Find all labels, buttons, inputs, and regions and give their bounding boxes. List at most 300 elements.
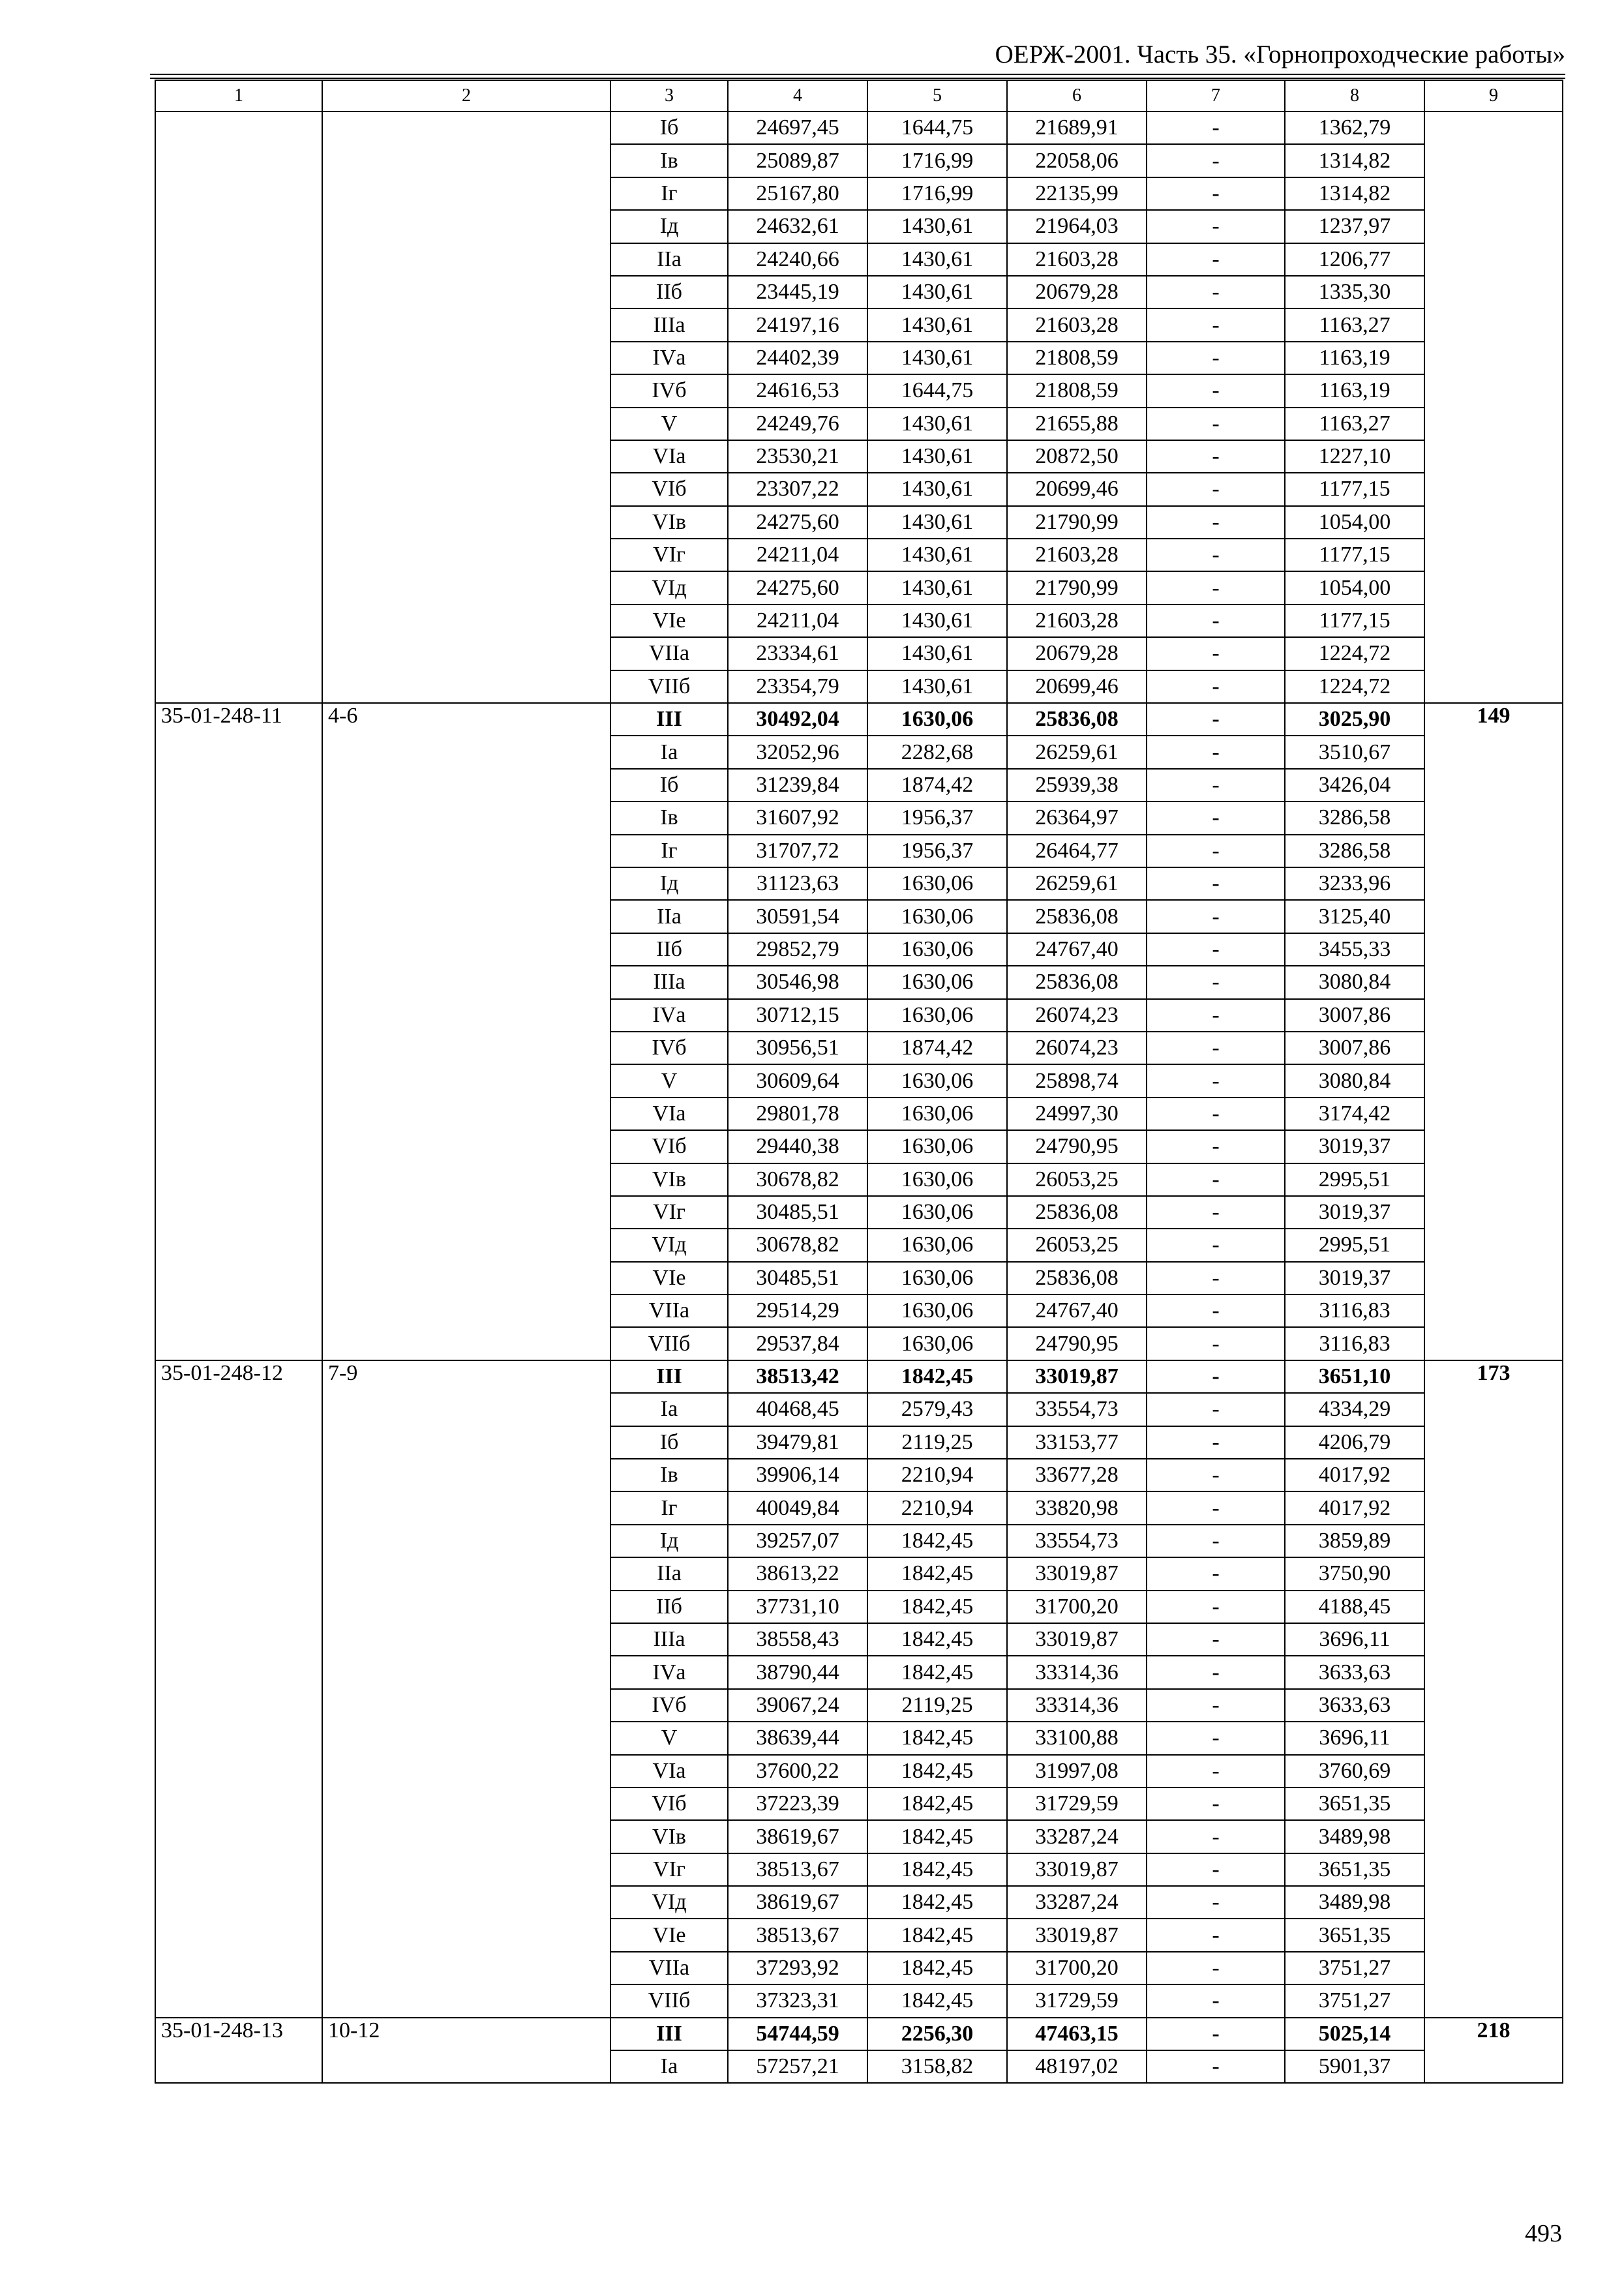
page-number: 493 [1525, 2220, 1562, 2247]
labor-cell: 3750,90 [1285, 1557, 1424, 1590]
condition-cell: IIб [610, 1591, 728, 1623]
continued-range-cell [322, 112, 610, 703]
machines-cell: 22135,99 [1007, 177, 1147, 210]
materials-cell: - [1147, 408, 1285, 440]
machines-cell: 21790,99 [1007, 506, 1147, 539]
labor-cell: 4334,29 [1285, 1393, 1424, 1426]
wages-cell: 1956,37 [867, 835, 1007, 867]
labor-cell: 1362,79 [1285, 112, 1424, 144]
materials-cell: - [1147, 308, 1285, 341]
total-cost-cell: 39257,07 [728, 1525, 867, 1557]
condition-cell: VIд [610, 1886, 728, 1919]
wages-cell: 1630,06 [867, 1229, 1007, 1261]
condition-cell: IIа [610, 900, 728, 933]
wages-cell: 1842,45 [867, 1722, 1007, 1754]
wages-cell: 2210,94 [867, 1459, 1007, 1491]
continued-code-cell [155, 112, 322, 703]
labor-cell: 3633,63 [1285, 1689, 1424, 1722]
condition-cell: Iд [610, 210, 728, 243]
labor-cell: 1314,82 [1285, 177, 1424, 210]
total-cost-cell: 31123,63 [728, 867, 867, 900]
condition-cell: VIе [610, 605, 728, 637]
condition-cell: IIIа [610, 308, 728, 341]
wages-cell: 1430,61 [867, 539, 1007, 571]
materials-cell: - [1147, 2050, 1285, 2083]
total-cost-cell: 24697,45 [728, 112, 867, 144]
condition-cell: IIб [610, 276, 728, 308]
wages-cell: 1430,61 [867, 473, 1007, 505]
column-number: 7 [1147, 80, 1285, 112]
labor-cell: 3080,84 [1285, 1064, 1424, 1097]
column-number: 9 [1424, 80, 1563, 112]
machines-cell: 24790,95 [1007, 1130, 1147, 1163]
total-cost-cell: 30485,51 [728, 1196, 867, 1229]
materials-cell: - [1147, 210, 1285, 243]
total-cost-cell: 30609,64 [728, 1064, 867, 1097]
column-number: 8 [1285, 80, 1424, 112]
labor-cell: 3489,98 [1285, 1820, 1424, 1853]
total-cost-cell: 30678,82 [728, 1229, 867, 1261]
machines-cell: 26053,25 [1007, 1229, 1147, 1261]
materials-cell: - [1147, 342, 1285, 374]
wages-cell: 1630,06 [867, 1196, 1007, 1229]
condition-cell: VIIб [610, 1984, 728, 2017]
materials-cell: - [1147, 1393, 1285, 1426]
labor-cell: 1177,15 [1285, 473, 1424, 505]
machines-cell: 21603,28 [1007, 243, 1147, 276]
materials-cell: - [1147, 1229, 1285, 1261]
column-number-row [155, 80, 1563, 112]
materials-cell: - [1147, 473, 1285, 505]
materials-cell: - [1147, 506, 1285, 539]
condition-cell: Iг [610, 1491, 728, 1524]
condition-cell: IVб [610, 1032, 728, 1064]
machines-cell: 33677,28 [1007, 1459, 1147, 1491]
labor-cell: 1054,00 [1285, 571, 1424, 604]
wages-cell: 1842,45 [867, 1919, 1007, 1951]
rate-code-cell: 35-01-248-11 [155, 703, 322, 1360]
total-cost-cell: 29801,78 [728, 1098, 867, 1130]
wages-cell: 1842,45 [867, 1886, 1007, 1919]
condition-cell: VIв [610, 1820, 728, 1853]
column-number: 3 [610, 80, 728, 112]
materials-cell: - [1147, 1984, 1285, 2017]
wages-cell: 1430,61 [867, 276, 1007, 308]
labor-cell: 1163,27 [1285, 408, 1424, 440]
total-cost-cell: 29514,29 [728, 1294, 867, 1327]
labor-cell: 3760,69 [1285, 1755, 1424, 1788]
group-first-row [155, 703, 1563, 736]
total-cost-cell: 25089,87 [728, 144, 867, 177]
condition-cell: IVа [610, 999, 728, 1032]
total-cost-cell: 24275,60 [728, 506, 867, 539]
materials-cell: - [1147, 900, 1285, 933]
machines-cell: 48197,02 [1007, 2050, 1147, 2083]
machines-cell: 21655,88 [1007, 408, 1147, 440]
condition-cell: VIа [610, 1755, 728, 1788]
machines-cell: 25836,08 [1007, 1196, 1147, 1229]
machines-cell: 25898,74 [1007, 1064, 1147, 1097]
condition-cell: Iа [610, 736, 728, 768]
total-cost-cell: 30485,51 [728, 1262, 867, 1294]
condition-cell: VIв [610, 506, 728, 539]
total-cost-cell: 38619,67 [728, 1886, 867, 1919]
machines-cell: 31700,20 [1007, 1591, 1147, 1623]
condition-cell: VIа [610, 440, 728, 473]
condition-cell: IVа [610, 342, 728, 374]
machines-cell: 24767,40 [1007, 1294, 1147, 1327]
labor-cell: 3859,89 [1285, 1525, 1424, 1557]
materials-cell: - [1147, 1952, 1285, 1984]
machines-cell: 25836,08 [1007, 900, 1147, 933]
total-cost-cell: 30591,54 [728, 900, 867, 933]
group-first-row [155, 1360, 1563, 1393]
wages-cell: 1430,61 [867, 506, 1007, 539]
wages-cell: 1874,42 [867, 769, 1007, 801]
total-cost-cell: 24275,60 [728, 571, 867, 604]
total-cost-cell: 29440,38 [728, 1130, 867, 1163]
condition-cell: VIд [610, 1229, 728, 1261]
condition-cell: Iг [610, 835, 728, 867]
total-cost-cell: 40049,84 [728, 1491, 867, 1524]
total-cost-cell: 23530,21 [728, 440, 867, 473]
materials-cell: - [1147, 999, 1285, 1032]
rate-code-cell: 35-01-248-12 [155, 1360, 322, 2018]
total-cost-cell: 38790,44 [728, 1656, 867, 1688]
labor-cell: 3019,37 [1285, 1196, 1424, 1229]
labor-cell: 4206,79 [1285, 1426, 1424, 1459]
materials-cell: - [1147, 1163, 1285, 1196]
materials-cell: - [1147, 1820, 1285, 1853]
materials-cell: - [1147, 1886, 1285, 1919]
total-cost-cell: 39067,24 [728, 1689, 867, 1722]
machines-cell: 31700,20 [1007, 1952, 1147, 1984]
materials-cell: - [1147, 1689, 1285, 1722]
total-cost-cell: 30492,04 [728, 703, 867, 736]
machines-cell: 26259,61 [1007, 736, 1147, 768]
materials-cell: - [1147, 1591, 1285, 1623]
materials-cell: - [1147, 177, 1285, 210]
materials-cell: - [1147, 637, 1285, 670]
total-cost-cell: 23354,79 [728, 670, 867, 703]
wages-cell: 1874,42 [867, 1032, 1007, 1064]
wages-cell: 1430,61 [867, 670, 1007, 703]
condition-cell: VIIб [610, 1327, 728, 1360]
materials-cell: - [1147, 1064, 1285, 1097]
wages-cell: 1630,06 [867, 1294, 1007, 1327]
wages-cell: 1430,61 [867, 440, 1007, 473]
running-header: ОЕРЖ-2001. Часть 35. «Горнопроходческие работы» [995, 40, 1565, 68]
machines-cell: 33100,88 [1007, 1722, 1147, 1754]
labor-cell: 3426,04 [1285, 769, 1424, 801]
labor-cell: 1163,19 [1285, 374, 1424, 407]
condition-cell: IVб [610, 1689, 728, 1722]
labor-cell: 5025,14 [1285, 2018, 1424, 2050]
wages-cell: 3158,82 [867, 2050, 1007, 2083]
condition-cell: IIа [610, 1557, 728, 1590]
materials-cell: - [1147, 1262, 1285, 1294]
total-cost-cell: 37323,31 [728, 1984, 867, 2017]
machines-cell: 33019,87 [1007, 1853, 1147, 1886]
column-number: 5 [867, 80, 1007, 112]
machines-cell: 21790,99 [1007, 571, 1147, 604]
machines-cell: 21689,91 [1007, 112, 1147, 144]
labor-cell: 3633,63 [1285, 1656, 1424, 1688]
total-cost-cell: 40468,45 [728, 1393, 867, 1426]
machines-cell: 24997,30 [1007, 1098, 1147, 1130]
materials-cell: - [1147, 1623, 1285, 1656]
wages-cell: 1630,06 [867, 1098, 1007, 1130]
condition-cell: VIб [610, 1788, 728, 1820]
wages-cell: 2210,94 [867, 1491, 1007, 1524]
total-cost-cell: 24240,66 [728, 243, 867, 276]
machines-cell: 33019,87 [1007, 1360, 1147, 1393]
condition-cell: V [610, 408, 728, 440]
machines-cell: 33153,77 [1007, 1426, 1147, 1459]
machines-cell: 21603,28 [1007, 308, 1147, 341]
machines-cell: 33019,87 [1007, 1623, 1147, 1656]
machines-cell: 33314,36 [1007, 1656, 1147, 1688]
labor-cell: 3025,90 [1285, 703, 1424, 736]
labor-cell: 3751,27 [1285, 1984, 1424, 2017]
machines-cell: 20872,50 [1007, 440, 1147, 473]
labor-cell: 1227,10 [1285, 440, 1424, 473]
labor-cell: 3286,58 [1285, 835, 1424, 867]
rate-code-cell: 35-01-248-13 [155, 2018, 322, 2084]
machines-cell: 33314,36 [1007, 1689, 1147, 1722]
condition-cell: V [610, 1722, 728, 1754]
materials-cell: - [1147, 605, 1285, 637]
machines-cell: 47463,15 [1007, 2018, 1147, 2050]
total-cost-cell: 39479,81 [728, 1426, 867, 1459]
machines-cell: 20679,28 [1007, 276, 1147, 308]
materials-cell: - [1147, 1130, 1285, 1163]
machines-cell: 26464,77 [1007, 835, 1147, 867]
machines-cell: 20679,28 [1007, 637, 1147, 670]
materials-cell: - [1147, 1788, 1285, 1820]
condition-cell: III [610, 703, 728, 736]
total-cost-cell: 32052,96 [728, 736, 867, 768]
materials-cell: - [1147, 933, 1285, 966]
condition-cell: IIIа [610, 1623, 728, 1656]
wages-cell: 1630,06 [867, 1262, 1007, 1294]
materials-cell: - [1147, 1360, 1285, 1393]
header-rule-second [150, 78, 1565, 79]
condition-cell: VIе [610, 1262, 728, 1294]
labor-cell: 1054,00 [1285, 506, 1424, 539]
wages-cell: 1630,06 [867, 703, 1007, 736]
materials-cell: - [1147, 801, 1285, 834]
condition-cell: Iв [610, 1459, 728, 1491]
machines-cell: 31729,59 [1007, 1788, 1147, 1820]
machines-cell: 31729,59 [1007, 1984, 1147, 2017]
wages-cell: 1630,06 [867, 933, 1007, 966]
materials-cell: - [1147, 703, 1285, 736]
materials-cell: - [1147, 736, 1285, 768]
machines-cell: 25836,08 [1007, 1262, 1147, 1294]
wages-cell: 1630,06 [867, 1327, 1007, 1360]
machines-cell: 26074,23 [1007, 999, 1147, 1032]
col9-cell: 218 [1424, 2018, 1563, 2084]
wages-cell: 1956,37 [867, 801, 1007, 834]
labor-cell: 3489,98 [1285, 1886, 1424, 1919]
materials-cell: - [1147, 571, 1285, 604]
labor-cell: 1314,82 [1285, 144, 1424, 177]
materials-cell: - [1147, 1525, 1285, 1557]
machines-cell: 26364,97 [1007, 801, 1147, 834]
labor-cell: 1177,15 [1285, 539, 1424, 571]
machines-cell: 33287,24 [1007, 1886, 1147, 1919]
machines-cell: 26259,61 [1007, 867, 1147, 900]
condition-cell: VIг [610, 1196, 728, 1229]
wages-cell: 2119,25 [867, 1689, 1007, 1722]
total-cost-cell: 38558,43 [728, 1623, 867, 1656]
total-cost-cell: 23307,22 [728, 473, 867, 505]
condition-cell: IIб [610, 933, 728, 966]
condition-cell: Iа [610, 1393, 728, 1426]
labor-cell: 3651,35 [1285, 1919, 1424, 1951]
column-number: 2 [322, 80, 610, 112]
condition-cell: Iа [610, 2050, 728, 2083]
materials-cell: - [1147, 1196, 1285, 1229]
materials-cell: - [1147, 769, 1285, 801]
total-cost-cell: 38513,67 [728, 1919, 867, 1951]
total-cost-cell: 30546,98 [728, 966, 867, 998]
labor-cell: 1177,15 [1285, 605, 1424, 637]
total-cost-cell: 24197,16 [728, 308, 867, 341]
condition-cell: Iб [610, 769, 728, 801]
total-cost-cell: 25167,80 [728, 177, 867, 210]
machines-cell: 26053,25 [1007, 1163, 1147, 1196]
wages-cell: 1716,99 [867, 177, 1007, 210]
wages-cell: 1842,45 [867, 1755, 1007, 1788]
machines-cell: 25836,08 [1007, 703, 1147, 736]
condition-cell: VIв [610, 1163, 728, 1196]
condition-cell: IVа [610, 1656, 728, 1688]
condition-cell: Iб [610, 112, 728, 144]
range-cell: 7-9 [322, 1360, 610, 2018]
condition-cell: VIб [610, 1130, 728, 1163]
total-cost-cell: 23445,19 [728, 276, 867, 308]
total-cost-cell: 38513,67 [728, 1853, 867, 1886]
condition-cell: VIIа [610, 637, 728, 670]
total-cost-cell: 24616,53 [728, 374, 867, 407]
machines-cell: 33554,73 [1007, 1525, 1147, 1557]
machines-cell: 26074,23 [1007, 1032, 1147, 1064]
labor-cell: 3116,83 [1285, 1294, 1424, 1327]
labor-cell: 3174,42 [1285, 1098, 1424, 1130]
machines-cell: 24790,95 [1007, 1327, 1147, 1360]
wages-cell: 1630,06 [867, 966, 1007, 998]
table-body [155, 80, 1563, 2083]
materials-cell: - [1147, 374, 1285, 407]
wages-cell: 1430,61 [867, 308, 1007, 341]
labor-cell: 3286,58 [1285, 801, 1424, 834]
range-cell: 4-6 [322, 703, 610, 1360]
wages-cell: 1430,61 [867, 408, 1007, 440]
materials-cell: - [1147, 1032, 1285, 1064]
wages-cell: 1842,45 [867, 1360, 1007, 1393]
column-number: 1 [155, 80, 322, 112]
materials-cell: - [1147, 1656, 1285, 1688]
machines-cell: 25939,38 [1007, 769, 1147, 801]
materials-cell: - [1147, 243, 1285, 276]
group-first-row [155, 2018, 1563, 2050]
wages-cell: 1842,45 [867, 1591, 1007, 1623]
wages-cell: 1430,61 [867, 571, 1007, 604]
column-number: 6 [1007, 80, 1147, 112]
total-cost-cell: 29537,84 [728, 1327, 867, 1360]
machines-cell: 33019,87 [1007, 1919, 1147, 1951]
wages-cell: 1842,45 [867, 1788, 1007, 1820]
condition-cell: Iд [610, 1525, 728, 1557]
machines-cell: 31997,08 [1007, 1755, 1147, 1788]
wages-cell: 2119,25 [867, 1426, 1007, 1459]
machines-cell: 21964,03 [1007, 210, 1147, 243]
total-cost-cell: 37600,22 [728, 1755, 867, 1788]
machines-cell: 21603,28 [1007, 605, 1147, 637]
column-number: 4 [728, 80, 867, 112]
materials-cell: - [1147, 1557, 1285, 1590]
labor-cell: 1163,19 [1285, 342, 1424, 374]
condition-cell: Iд [610, 867, 728, 900]
continued-col9-cell [1424, 112, 1563, 703]
condition-cell: VIб [610, 473, 728, 505]
labor-cell: 3233,96 [1285, 867, 1424, 900]
total-cost-cell: 37293,92 [728, 1952, 867, 1984]
labor-cell: 3007,86 [1285, 1032, 1424, 1064]
labor-cell: 5901,37 [1285, 2050, 1424, 2083]
labor-cell: 3751,27 [1285, 1952, 1424, 1984]
labor-cell: 2995,51 [1285, 1163, 1424, 1196]
wages-cell: 1842,45 [867, 1623, 1007, 1656]
wages-cell: 1842,45 [867, 1952, 1007, 1984]
materials-cell: - [1147, 867, 1285, 900]
materials-cell: - [1147, 1853, 1285, 1886]
condition-cell: VIг [610, 1853, 728, 1886]
machines-cell: 33287,24 [1007, 1820, 1147, 1853]
total-cost-cell: 29852,79 [728, 933, 867, 966]
total-cost-cell: 24402,39 [728, 342, 867, 374]
total-cost-cell: 31607,92 [728, 801, 867, 834]
materials-cell: - [1147, 539, 1285, 571]
machines-cell: 24767,40 [1007, 933, 1147, 966]
materials-cell: - [1147, 835, 1285, 867]
total-cost-cell: 54744,59 [728, 2018, 867, 2050]
condition-cell: III [610, 1360, 728, 1393]
labor-cell: 3080,84 [1285, 966, 1424, 998]
wages-cell: 1842,45 [867, 1853, 1007, 1886]
wages-cell: 1630,06 [867, 999, 1007, 1032]
labor-cell: 1224,72 [1285, 637, 1424, 670]
machines-cell: 25836,08 [1007, 966, 1147, 998]
materials-cell: - [1147, 112, 1285, 144]
table-row [155, 112, 1563, 144]
materials-cell: - [1147, 144, 1285, 177]
total-cost-cell: 24211,04 [728, 539, 867, 571]
condition-cell: Iг [610, 177, 728, 210]
labor-cell: 3651,35 [1285, 1853, 1424, 1886]
condition-cell: III [610, 2018, 728, 2050]
condition-cell: Iб [610, 1426, 728, 1459]
wages-cell: 2282,68 [867, 736, 1007, 768]
total-cost-cell: 38613,22 [728, 1557, 867, 1590]
condition-cell: IVб [610, 374, 728, 407]
total-cost-cell: 24211,04 [728, 605, 867, 637]
materials-cell: - [1147, 1098, 1285, 1130]
total-cost-cell: 30956,51 [728, 1032, 867, 1064]
wages-cell: 1842,45 [867, 1525, 1007, 1557]
